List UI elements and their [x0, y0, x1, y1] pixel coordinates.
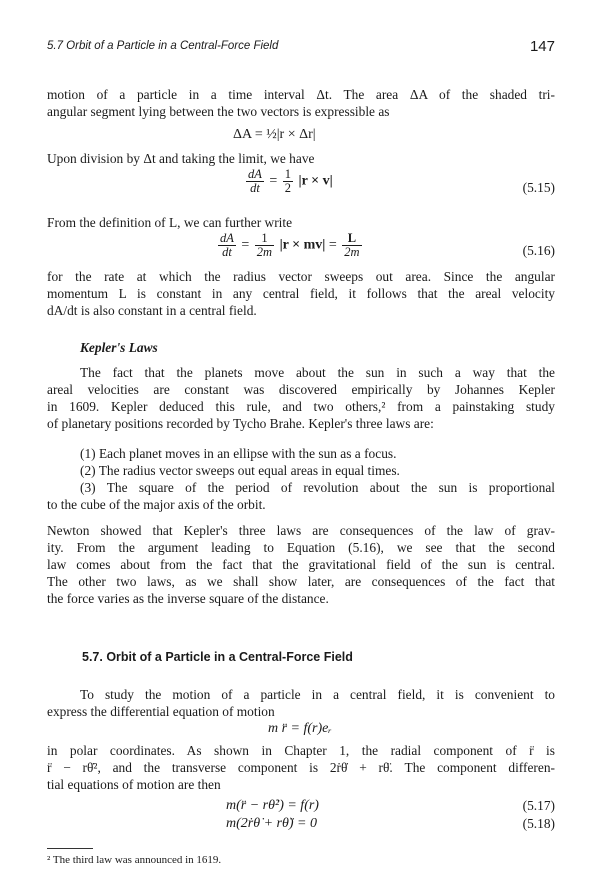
fraction	[342, 232, 361, 259]
text-line: The fact that the planets move about the sun in such a way that the	[80, 365, 555, 380]
text-line: tial equations of motion are then	[47, 777, 221, 792]
denominator: 2m	[344, 245, 360, 259]
text-line: angular segment lying between the two vectors is expressible as	[47, 104, 390, 119]
numerator: L	[342, 232, 361, 246]
text-line: express the differential equation of motion	[47, 704, 275, 719]
equation-term: |r × mv|	[279, 237, 326, 253]
running-head	[47, 38, 555, 58]
text-line: law comes about from the fact that the gravitational field of the sun is central.	[47, 557, 555, 572]
footnote: ² The third law was announced in 1619.	[47, 854, 222, 866]
numerator: 1	[255, 232, 274, 246]
text-line: momentum L is constant in any central field, it follows that the areal velocity	[47, 286, 555, 301]
text-line: ity. From the argument leading to Equation (5.16), we see that the second	[47, 540, 555, 555]
equation-5-18: m(2ṙθ̇ + rθ̈) = 0	[226, 816, 317, 831]
subsection-heading: Kepler's Laws	[80, 340, 158, 355]
denominator: 2m	[256, 245, 273, 259]
text-line: Upon division by Δt and taking the limit, we have	[47, 151, 315, 166]
law-item: (2) The radius vector sweeps out equal areas in equal times.	[80, 463, 400, 478]
denominator: 2	[284, 181, 292, 195]
equation-5-17: m(r̈ − rθ̇²) = f(r)	[226, 798, 319, 813]
text-line: in polar coordinates. As shown in Chapter 1, the radial component of r̈ is	[47, 743, 555, 758]
numerator: dA	[248, 167, 262, 181]
fraction	[246, 168, 264, 195]
numerator: 1	[284, 167, 292, 181]
fraction	[255, 232, 274, 259]
law-item-continued: to the cube of the major axis of the orbit.	[47, 497, 266, 512]
text-line: the force varies as the inverse square of the distance.	[47, 591, 329, 606]
equation-number: (5.16)	[522, 243, 555, 258]
fraction	[218, 232, 236, 259]
page-number: 147	[529, 38, 555, 55]
equation-5-16: $\frac{dA}{dt}$ = $\frac{1}{2m}$ |r × mv| = $\frac{L}{2m}$	[220, 231, 360, 259]
text-line: areal velocities are constant was discovered empirically by Johannes Kepler	[47, 382, 555, 397]
numerator: dA	[220, 231, 234, 245]
section-heading: 5.7. Orbit of a Particle in a Central-Force Field	[82, 650, 353, 664]
equation-area: ΔA = ½|r × Δr|	[233, 127, 316, 142]
running-head-title: 5.7 Orbit of a Particle in a Central-Force Field	[47, 40, 279, 52]
equation-motion: m r̈ = f(r)eᵣ	[268, 721, 332, 736]
equation-number: (5.15)	[522, 180, 555, 195]
fraction	[283, 168, 293, 195]
text-line: To study the motion of a particle in a central field, it is convenient to	[80, 687, 555, 702]
text-line: The other two laws, as we shall show later, are consequences of the fact that	[47, 574, 555, 589]
text-line: of planetary positions recorded by Tycho Brahe. Kepler's three laws are:	[47, 416, 434, 431]
text-line: motion of a particle in a time interval Δt. The area ΔA of the shaded tri-	[47, 87, 555, 102]
text-line: Newton showed that Kepler's three laws are consequences of the law of grav-	[47, 523, 555, 538]
equation-number: (5.17)	[522, 798, 555, 813]
equation-term: |r × v|	[298, 173, 333, 189]
equation-5-15: $\frac{dA}{dt}$ = $\frac{1}{2}$ |r × v|	[248, 167, 333, 195]
text-line: for the rate at which the radius vector sweeps out area. Since the angular	[47, 269, 555, 284]
text-line: dA/dt is also constant in a central field.	[47, 303, 257, 318]
text-line: r̈ − rθ̇², and the transverse component is 2ṙθ̇ + rθ̈. The component differen-	[47, 760, 555, 775]
denominator: dt	[250, 181, 260, 195]
denominator: dt	[222, 245, 232, 259]
footnote-rule	[47, 848, 93, 849]
text-line: From the definition of L, we can further write	[47, 215, 293, 230]
equation-number: (5.18)	[522, 816, 555, 831]
text-line: in 1609. Kepler deduced this rule, and two others,² from a painstaking study	[47, 399, 555, 414]
law-item: (1) Each planet moves in an ellipse with the sun as a focus.	[80, 446, 397, 461]
law-item: (3) The square of the period of revolution about the sun is proportional	[80, 480, 555, 495]
